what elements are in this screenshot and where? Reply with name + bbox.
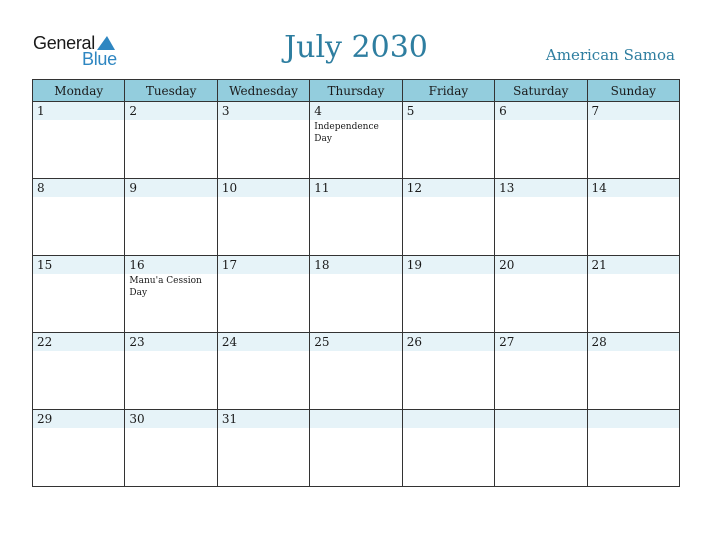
day-number: 8	[37, 181, 45, 195]
day-cell	[33, 102, 125, 179]
day-number: 24	[221, 335, 238, 349]
day-number: 15	[37, 258, 53, 272]
day-cell	[310, 102, 402, 179]
day-cell	[587, 256, 679, 333]
day-cell	[587, 102, 679, 179]
weekday-friday: Friday	[402, 80, 494, 102]
day-cell	[125, 410, 217, 487]
day-number: 22	[37, 335, 53, 349]
day-cell	[587, 179, 679, 256]
day-number: 10	[221, 181, 238, 195]
logo-text-general: General	[33, 33, 95, 53]
day-number: 2	[129, 104, 138, 118]
day-cell	[217, 256, 309, 333]
weekday-monday: Monday	[33, 80, 125, 102]
day-cell	[495, 333, 587, 410]
day-cell	[125, 333, 217, 410]
day-number: 21	[591, 258, 607, 272]
week-row	[33, 179, 680, 256]
day-cell	[217, 333, 309, 410]
day-cell	[495, 179, 587, 256]
day-number: 12	[406, 181, 422, 195]
day-cell	[402, 102, 494, 179]
day-number: 29	[37, 412, 53, 426]
day-number: 5	[406, 104, 415, 118]
day-number: 26	[406, 335, 422, 349]
day-number-band	[403, 410, 494, 428]
day-number: 14	[591, 181, 607, 195]
day-number-band	[588, 102, 679, 120]
day-number: 1	[37, 104, 45, 118]
week-row	[33, 102, 680, 179]
day-number: 11	[314, 181, 330, 195]
day-cell	[125, 102, 217, 179]
day-number: 6	[499, 104, 507, 118]
day-number: 7	[591, 104, 600, 118]
calendar-title: July 2030	[284, 30, 428, 65]
weekday-header-row	[33, 80, 680, 102]
day-cell	[402, 256, 494, 333]
holiday-label: Manu'a Cession Day	[129, 276, 202, 298]
day-cell	[402, 410, 494, 487]
day-cell	[310, 333, 402, 410]
day-number: 9	[129, 181, 138, 195]
day-number: 20	[499, 258, 515, 272]
day-cell	[217, 179, 309, 256]
day-cell	[125, 179, 217, 256]
day-number: 27	[499, 335, 515, 349]
day-number: 4	[314, 104, 322, 118]
day-cell	[33, 333, 125, 410]
day-number-band	[495, 102, 586, 120]
weekday-thursday: Thursday	[310, 80, 402, 102]
calendar-grid	[32, 79, 680, 487]
day-cell	[587, 333, 679, 410]
day-cell	[310, 179, 402, 256]
day-cell	[33, 410, 125, 487]
weekday-wednesday: Wednesday	[217, 80, 309, 102]
day-number: 25	[314, 335, 330, 349]
day-number-band	[125, 102, 216, 120]
day-number-band	[33, 179, 124, 197]
day-cell	[217, 102, 309, 179]
day-number-band	[218, 102, 309, 120]
day-number: 28	[591, 335, 607, 349]
day-cell	[33, 256, 125, 333]
week-row	[33, 333, 680, 410]
day-number: 19	[406, 258, 422, 272]
week-row	[33, 256, 680, 333]
weekday-tuesday: Tuesday	[125, 80, 217, 102]
day-cell	[125, 256, 217, 333]
day-number-band	[495, 410, 586, 428]
day-cell	[495, 102, 587, 179]
day-cell	[33, 179, 125, 256]
weekday-saturday: Saturday	[495, 80, 587, 102]
day-number: 18	[314, 258, 330, 272]
day-number-band	[310, 102, 401, 120]
region-name: American Samoa	[545, 46, 675, 64]
logo-text-blue: Blue	[82, 49, 117, 69]
day-number-band	[403, 102, 494, 120]
day-number: 17	[221, 258, 238, 272]
day-number: 16	[129, 258, 145, 272]
day-number: 30	[129, 412, 145, 426]
day-number: 31	[221, 412, 238, 426]
day-number-band	[33, 102, 124, 120]
weekday-sunday: Sunday	[587, 80, 679, 102]
day-cell	[495, 410, 587, 487]
holiday-label: Independence Day	[314, 122, 379, 144]
day-cell	[310, 256, 402, 333]
day-cell	[217, 410, 309, 487]
day-number: 23	[129, 335, 145, 349]
day-cell	[402, 179, 494, 256]
day-cell	[587, 410, 679, 487]
day-number-band	[588, 410, 679, 428]
day-number: 3	[221, 104, 230, 118]
day-number: 13	[499, 181, 515, 195]
day-number-band	[125, 179, 216, 197]
day-number-band	[310, 410, 401, 428]
week-row	[33, 410, 680, 487]
day-cell	[495, 256, 587, 333]
day-cell	[310, 410, 402, 487]
day-cell	[402, 333, 494, 410]
